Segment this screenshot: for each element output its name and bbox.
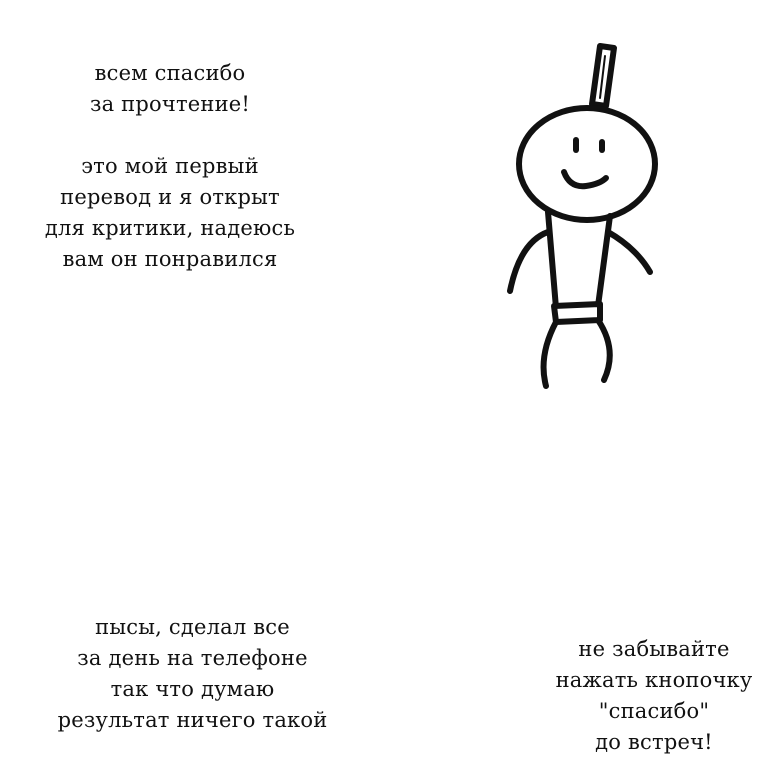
leg-icon [598, 320, 610, 380]
thanks-line: для критики, надеюсь [44, 216, 296, 240]
belt-icon [554, 304, 600, 322]
ps-line: результат ничего такой [57, 708, 328, 732]
reminder-line: не забывайте [578, 637, 730, 661]
ps-note [20, 612, 365, 736]
ps-line: пысы, сделал все [95, 615, 290, 639]
arm-icon [608, 232, 650, 272]
stick-figure-icon [490, 36, 670, 396]
paragraph-gap [20, 120, 320, 151]
ps-line: так что думаю [110, 677, 275, 701]
head-icon [519, 108, 655, 220]
ps-line: за день на телефоне [77, 646, 308, 670]
body-icon [548, 212, 610, 308]
reminder-line: нажать кнопочку [555, 668, 753, 692]
thanks-line: перевод и я открыт [60, 185, 280, 209]
thanks-line: вам он понравился [62, 247, 278, 271]
reminder-note [540, 634, 768, 758]
thanks-line: всем спасибо [94, 61, 246, 85]
reminder-line: до встреч! [595, 730, 713, 754]
arm-icon [510, 232, 548, 291]
thanks-line: за прочтение! [89, 92, 251, 116]
thanks-note [20, 58, 320, 275]
leg-icon [544, 322, 556, 386]
reminder-line: "спасибо" [598, 699, 710, 723]
thanks-line: это мой первый [81, 154, 259, 178]
